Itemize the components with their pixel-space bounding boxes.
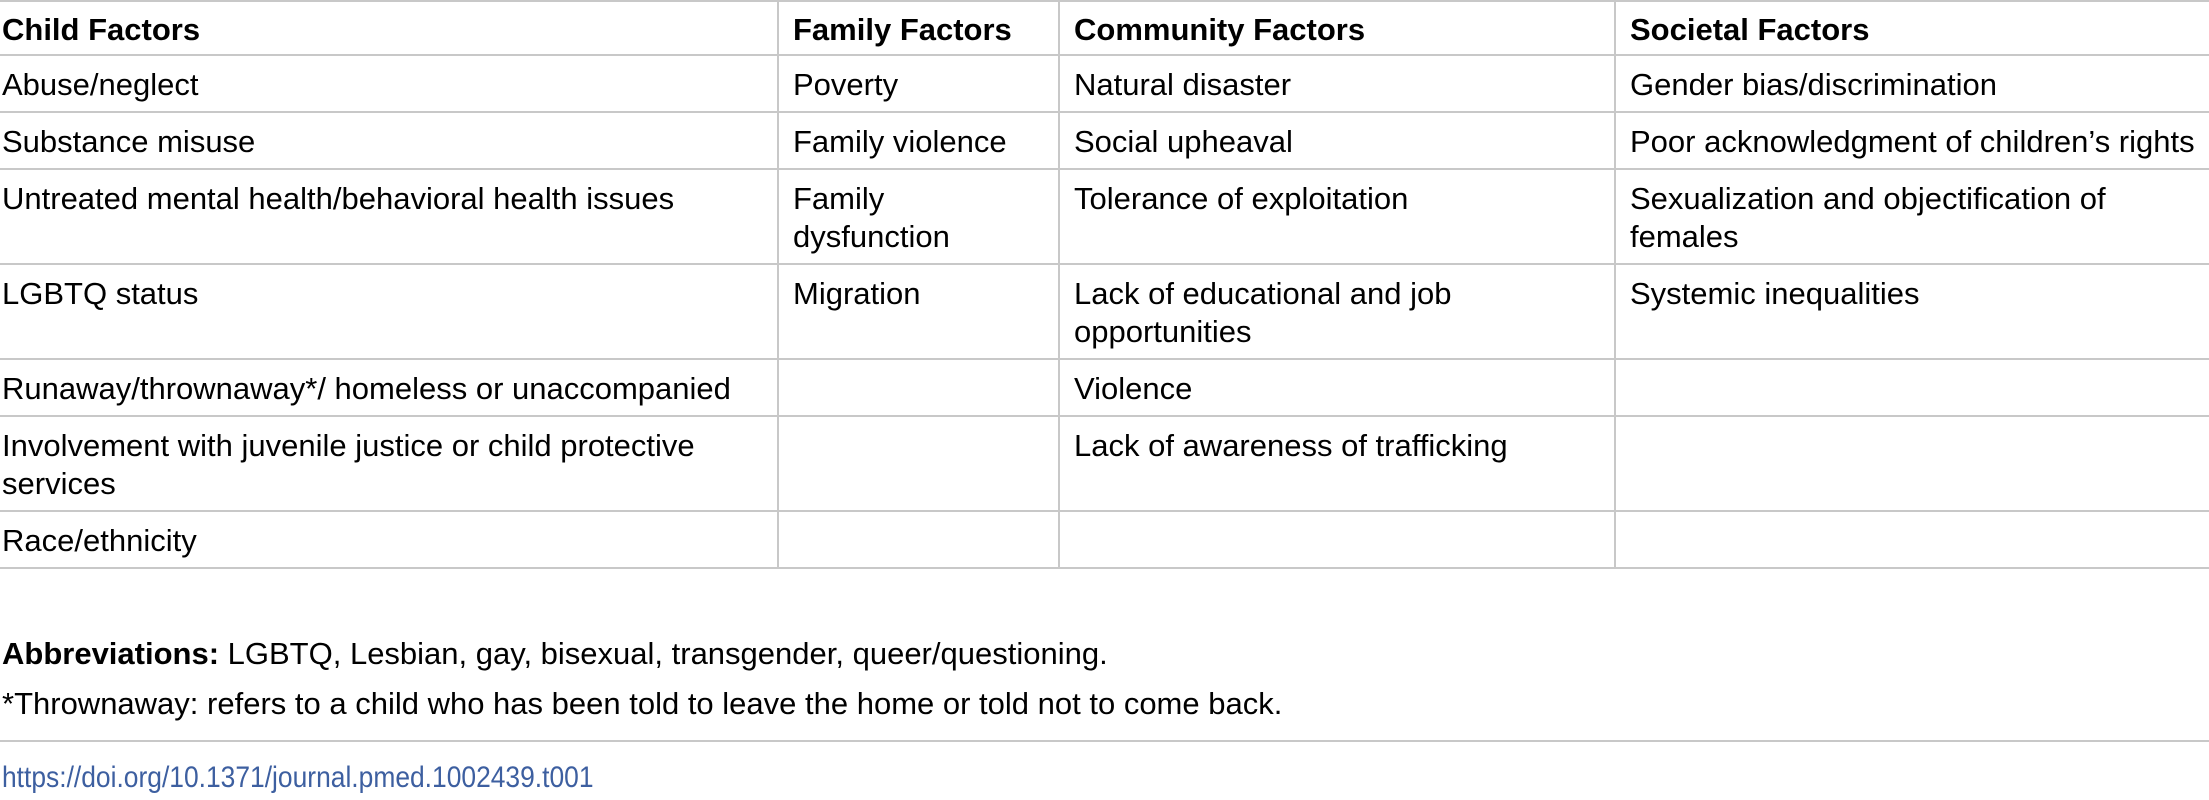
header-community-factors: Community Factors [1059,1,1615,55]
table-row [0,511,2209,568]
table-cell-empty [1615,511,2209,568]
table-cell: Violence [1059,359,1615,416]
table-row [0,55,2209,112]
table-cell: Natural disaster [1059,55,1615,112]
table-cell: Substance misuse [0,112,778,169]
table-cell: Runaway/thrownaway*/ homeless or unaccompanied [0,359,778,416]
table-cell: Involvement with juvenile justice or child protective services [0,416,778,511]
doi-link[interactable]: https://doi.org/10.1371/journal.pmed.1002439.t001 [2,761,594,794]
table-cell: Race/ethnicity [0,511,778,568]
table-row [0,264,2209,359]
table-row [0,112,2209,169]
table-cell: Systemic inequalities [1615,264,2209,359]
footer-divider [0,740,2209,742]
table-cell: Lack of educational and job opportunities [1059,264,1615,359]
table-cell: Poverty [778,55,1059,112]
table-cell-empty [1615,359,2209,416]
table-cell: Family violence [778,112,1059,169]
table-cell: Migration [778,264,1059,359]
table-cell-empty [778,511,1059,568]
table-cell-empty [1059,511,1615,568]
table-cell: Poor acknowledgment of children’s rights [1615,112,2209,169]
header-family-factors: Family Factors [778,1,1059,55]
table-cell: Tolerance of exploitation [1059,169,1615,264]
table-row [0,416,2209,511]
table-cell: LGBTQ status [0,264,778,359]
table-cell-empty [778,359,1059,416]
header-societal-factors: Societal Factors [1615,1,2209,55]
table-header-row [0,1,2209,55]
table-cell: Sexualization and objectification of females [1615,169,2209,264]
table-row [0,359,2209,416]
table-cell: Untreated mental health/behavioral health issues [0,169,778,264]
table-cell: Family dysfunction [778,169,1059,264]
thrownaway-footnote: *Thrownaway: refers to a child who has been told to leave the home or told not to come back. [2,686,1283,721]
abbreviations-label: Abbreviations: [2,636,220,671]
table-cell: Gender bias/discrimination [1615,55,2209,112]
header-child-factors: Child Factors [0,1,778,55]
table-cell-empty [1615,416,2209,511]
table-footnotes [0,634,2209,734]
abbreviations-footnote [0,634,2209,684]
table-cell: Social upheaval [1059,112,1615,169]
table-cell: Lack of awareness of trafficking [1059,416,1615,511]
abbreviations-text: LGBTQ, Lesbian, gay, bisexual, transgender, queer/questioning. [219,636,1108,671]
table-cell: Abuse/neglect [0,55,778,112]
table-cell-empty [778,416,1059,511]
table-row [0,169,2209,264]
